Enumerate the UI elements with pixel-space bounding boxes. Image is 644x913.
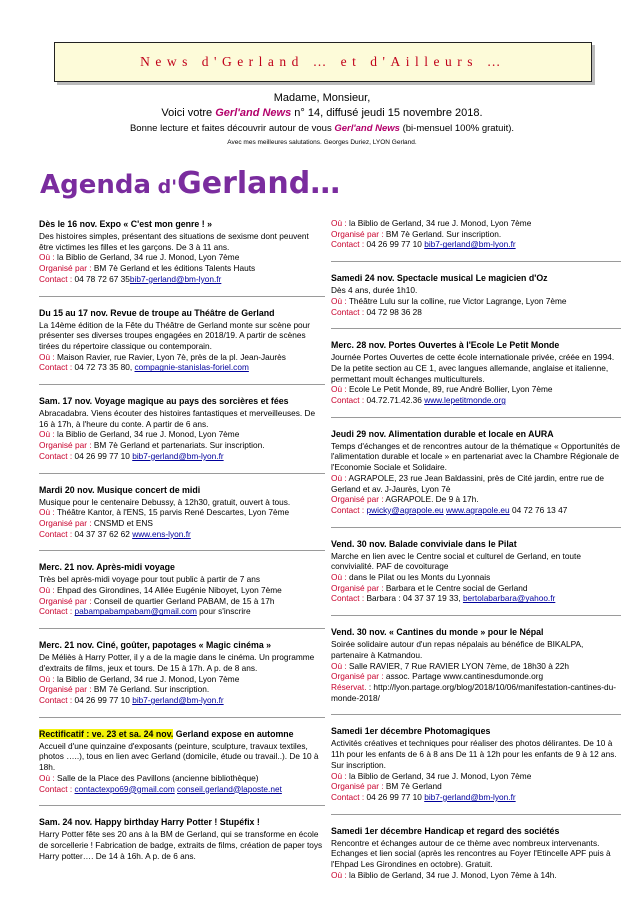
- event-title-text: Dès le 16 nov. Expo « C'est mon genre ! »: [39, 219, 213, 229]
- contact-label: Contact :: [39, 273, 73, 284]
- organizer-text: Barbara et le Centre social de Gerland: [383, 582, 528, 593]
- location-label: Où :: [39, 585, 55, 596]
- location-label: Où :: [39, 673, 55, 684]
- location-text: Maison Ravier, rue Ravier, Lyon 7è, près de la pl. Jean-Jaurès: [54, 351, 286, 362]
- event-separator: [39, 805, 325, 806]
- event-description: Harry Potter fête ses 20 ans à la BM de Gerland, qui se transforme en école de sorcellerie ! Fabrication de badge, extraits de films, création de paper toys Harry potter…. De 14 à 16h. A p. de 6 ans.: [39, 829, 323, 861]
- event-contact: [39, 784, 325, 795]
- event-item: [39, 395, 325, 462]
- event-contact: [331, 593, 621, 604]
- event-contact: [39, 451, 325, 462]
- contact-label: Contact :: [39, 783, 73, 794]
- event-description: Rencontre et échanges autour de ce thème avec nombreux intervenants. Echanges et lien social (après les rencontres au Foyer l'Etincelle APF puis à l'Ehpad Les Girondines en octobre). Gratuit.: [331, 837, 611, 870]
- organizer-text: AGRAPOLE. De 9 à 17h.: [383, 494, 479, 505]
- contact-text: 04 26 99 77 10: [72, 450, 133, 461]
- event-separator: [39, 296, 325, 297]
- event-title-text: Sam. 24 nov. Happy birthday Harry Potter ! Stupéfix !: [39, 817, 260, 828]
- location-text: Salle de la Place des Pavillons (ancienne bibliothèque): [54, 772, 259, 783]
- contact-link[interactable]: www.lepetitmonde.org: [424, 395, 506, 406]
- issue-line: [0, 107, 644, 119]
- event-title: [331, 825, 621, 837]
- right-column: [331, 218, 621, 891]
- contact-link-2[interactable]: www.agrapole.eu: [446, 504, 510, 515]
- event-separator: [331, 615, 621, 616]
- brand-name-2: Gerl'and News: [334, 123, 400, 134]
- contact-link[interactable]: compagnie-stanislas-foriel.com: [134, 362, 249, 373]
- contact-label: Contact :: [331, 593, 365, 604]
- event-description: Soirée solidaire autour d'un repas népalais au bénéfice de BIKALPA, partenaire à Katmandou.: [331, 639, 584, 660]
- event-separator: [39, 550, 325, 551]
- location-label: Où :: [331, 472, 347, 483]
- banner-title: News d'Gerland … et d'Ailleurs …: [140, 54, 506, 69]
- contact-link[interactable]: bib7-gerland@bm-lyon.fr: [424, 239, 516, 250]
- location-label: Où :: [331, 295, 347, 306]
- issue-line-a: Voici votre: [161, 107, 216, 119]
- event-separator: [39, 628, 325, 629]
- event-title: [39, 561, 325, 573]
- location-text: Théâtre Kantor, à l'ENS, 15 parvis René Descartes, Lyon 7ème: [54, 507, 290, 518]
- location-label: Où :: [331, 572, 347, 583]
- organizer-label: Organisé par :: [331, 494, 384, 505]
- organizer-label: Organisé par :: [331, 228, 384, 239]
- contact-text: : http://lyon.partage.org/blog/2018/10/06/manifestation-cantines-du-monde-2018/: [331, 681, 617, 703]
- location-text: Salle RAVIER, 7 Rue RAVIER LYON 7ème, de 18h30 à 22h: [346, 660, 569, 671]
- contact-text: 04.72.71.42.36: [364, 395, 425, 406]
- organizer-text: BM 7è Gerland. Sur inscription.: [91, 684, 210, 695]
- organizer-label: Organisé par :: [39, 684, 92, 695]
- event-contact: [39, 274, 325, 285]
- location-text: la Biblio de Gerland, 34 rue J. Monod, Lyon 7ème: [54, 429, 240, 440]
- contact-link[interactable]: bib7-gerland@bm-lyon.fr: [424, 791, 516, 802]
- event-contact: [331, 307, 621, 318]
- event-title: [39, 395, 325, 407]
- event-item: [331, 538, 621, 605]
- contact-label: Contact :: [331, 791, 365, 802]
- organizer-text: Conseil de quartier Gerland PABAM, de 15 à 17h: [91, 595, 275, 606]
- organizer-text: assoc. Partage www.cantinesdumonde.org: [383, 671, 544, 682]
- location-text: la Biblio de Gerland, 34 rue J. Monod, Lyon 7ème: [54, 252, 240, 263]
- event-title-text: Mardi 20 nov. Musique concert de midi: [39, 484, 201, 495]
- agenda-word: Agenda: [40, 170, 152, 200]
- event-organizer: [39, 684, 325, 695]
- issue-line-b: n° 14, diffusé jeudi 15 novembre 2018.: [291, 107, 483, 119]
- brand-name: Gerl'and News: [215, 107, 292, 119]
- salutation: Madame, Monsieur,: [273, 92, 371, 104]
- event-separator: [39, 473, 325, 474]
- organizer-label: Organisé par :: [39, 517, 92, 528]
- event-contact: [39, 695, 325, 706]
- contact-text: 04 26 99 77 10: [72, 694, 133, 705]
- event-title: [39, 639, 325, 651]
- event-description: Abracadabra. Viens écouter des histoires fantastiques et merveilleuses. De 16 à 17h, à l'heure du conte. A partir de 6 ans.: [39, 408, 316, 429]
- contact-label: Contact :: [331, 239, 365, 250]
- contact-label: Contact :: [39, 606, 73, 617]
- location-label: Où :: [331, 869, 347, 880]
- location-text: la Biblio de Gerland, 34 rue J. Monod, Lyon 7ème: [346, 218, 532, 228]
- event-title-text: Merc. 21 nov. Ciné, goûter, papotages « Magic cinéma »: [39, 640, 272, 651]
- contact-label: Contact :: [39, 450, 73, 461]
- event-contact: [39, 362, 325, 373]
- location-label: Où :: [39, 252, 55, 263]
- contact-label: Contact :: [39, 362, 73, 373]
- contact-text: 04 26 99 77 10: [364, 239, 425, 250]
- location-label: Où :: [331, 660, 347, 671]
- event-organizer: [39, 596, 325, 607]
- contact-label: Contact :: [39, 694, 73, 705]
- contact-after: 04 72 76 13 47: [509, 504, 568, 515]
- location-label: Où :: [39, 351, 55, 362]
- event-organizer: [39, 263, 325, 274]
- contact-link[interactable]: pwicky@agrapole.eu: [366, 504, 444, 515]
- contact-text: 04 78 72 67 35: [72, 273, 130, 284]
- event-title-text: Samedi 24 nov. Spectacle musical Le magicien d'Oz: [331, 273, 548, 284]
- event-location: [331, 661, 621, 672]
- location-text: Théâtre Lulu sur la colline, rue Victor Lagrange, Lyon 7ème: [346, 295, 567, 306]
- event-separator: [331, 261, 621, 262]
- event-organizer: [331, 781, 621, 792]
- event-location: [331, 384, 621, 395]
- contact-label: Contact :: [39, 528, 73, 539]
- event-description: Activités créatives et techniques pour réaliser des photos délirantes. De 10 à 11h pour les enfants de 6 à 8 ans De 11 à 12h pour les enfants de 9 à 12 ans. Sur inscription.: [331, 738, 617, 770]
- contact-link[interactable]: bib7-gerland@bm-lyon.fr: [132, 694, 224, 705]
- location-text: Ehpad des Girondines, 14 Allée Eugénie Niboyet, Lyon 7ème: [54, 585, 282, 596]
- contact-text: Barbara : 04 37 37 19 33,: [364, 593, 463, 604]
- organizer-text: BM 7è Gerland et les éditions Talents Hauts: [91, 263, 256, 274]
- event-description: Musique pour le centenaire Debussy, à 12h30, gratuit, ouvert à tous.: [39, 496, 291, 507]
- organizer-label: Organisé par :: [331, 781, 384, 792]
- agenda-gerland: Gerland…: [177, 166, 341, 201]
- contact-label: Réservat.: [331, 681, 367, 692]
- location-text: la Biblio de Gerland, 34 rue J. Monod, Lyon 7ème à 14h.: [346, 869, 557, 880]
- event-location: [331, 473, 621, 494]
- contact-text: 04 26 99 77 10: [364, 791, 425, 802]
- event-contact: [331, 505, 621, 516]
- contact-link-2[interactable]: conseil.gerland@laposte.net: [177, 783, 282, 794]
- event-location: [331, 572, 621, 583]
- event-organizer: [331, 229, 621, 240]
- event-organizer: [39, 440, 325, 451]
- event-contact: [331, 792, 621, 803]
- event-item: [331, 725, 621, 802]
- event-item: [331, 626, 621, 703]
- location-text: la Biblio de Gerland, 34 rue J. Monod, Lyon 7ème: [346, 770, 532, 781]
- contact-after: pour s'inscrire: [196, 606, 251, 617]
- event-description: La 14ème édition de la Fête du Théâtre de Gerland monte sur scène pour présenter ses diverses troupes engagées en 2018/19. A partir de scènes tirées du répertoire classique ou contemporain.: [39, 319, 311, 351]
- contact-link[interactable]: bib7-gerland@bm-lyon.fr: [132, 450, 224, 461]
- event-item: [331, 339, 621, 406]
- event-location: [39, 252, 325, 263]
- event-contact: [331, 239, 621, 250]
- location-label: Où :: [331, 384, 347, 395]
- event-contact: [331, 395, 621, 406]
- contact-label: Contact :: [331, 395, 365, 406]
- event-item: [331, 428, 621, 516]
- event-title-text: Jeudi 29 nov. Alimentation durable et locale en AURA: [331, 428, 554, 439]
- location-label: Où :: [39, 772, 55, 783]
- event-highlight: Rectificatif : ve. 23 et sa. 24 nov.: [39, 728, 174, 739]
- event-title: [39, 218, 325, 230]
- event-location: [331, 771, 621, 782]
- event-description: Accueil d'une quinzaine d'exposants (peinture, sculpture, travaux textiles, photos …..), tous en lien avec Gerland (domicile, étude ou travail..). De 10 à 18h.: [39, 740, 319, 773]
- contact-text: 04 72 73 35 80,: [72, 362, 135, 373]
- event-item: [39, 728, 325, 795]
- event-location: [39, 773, 325, 784]
- event-organizer: [331, 671, 621, 682]
- event-title: [39, 728, 325, 740]
- event-contact: [39, 606, 325, 617]
- organizer-text: BM 7è Gerland. Sur inscription.: [383, 228, 502, 239]
- agenda-heading: [40, 166, 340, 201]
- event-title-text: Merc. 28 nov. Portes Ouvertes à l'Ecole Le Petit Monde: [331, 340, 560, 351]
- location-text: AGRAPOLE, 23 rue Jean Baldassini, près de Cité jardin, entre rue de Gerland et av. J-Jaurès, Lyon 7è: [331, 472, 605, 494]
- organizer-label: Organisé par :: [39, 263, 92, 274]
- event-title: [39, 484, 325, 496]
- location-label: Où :: [331, 218, 347, 228]
- location-text: dans le Pilat ou les Monts du Lyonnais: [346, 572, 491, 583]
- reading-line-b: (bi-mensuel 100% gratuit).: [399, 123, 515, 134]
- event-description: Temps d'échanges et de rencontres autour de la thématique « Opportunités de l'alimentation durable et locale » en partenariat avec la Chambre Régionale de l'Economie Sociale et Solidaire.: [331, 440, 620, 473]
- organizer-text: BM 7è Gerland: [383, 781, 442, 792]
- event-separator: [39, 717, 325, 718]
- event-title-text: Vend. 30 nov. Balade conviviale dans le Pilat: [331, 538, 517, 549]
- location-label: Où :: [331, 770, 347, 781]
- event-title-text: Samedi 1er décembre Handicap et regard des sociétés: [331, 825, 560, 836]
- event-separator: [39, 384, 325, 385]
- contact-link[interactable]: contactexpo69@gmail.com: [74, 783, 175, 794]
- contact-label: Contact :: [331, 306, 365, 317]
- contact-link[interactable]: www.ens-lyon.fr: [132, 528, 191, 539]
- event-location: [331, 218, 621, 229]
- contact-link[interactable]: bib7-gerland@bm-lyon.fr: [129, 273, 222, 284]
- event-title: [331, 725, 621, 737]
- event-item: [39, 816, 325, 861]
- event-title: [39, 307, 325, 319]
- event-description: De Méliès à Harry Potter, il y a de la magie dans le cinéma. Un programme d'extraits de films, jeux et tours. De 15 à 17h. A p. de 8 ans.: [39, 652, 315, 673]
- event-organizer: [39, 518, 325, 529]
- contact-label: Contact :: [331, 504, 365, 515]
- event-description: Dès 4 ans, durée 1h10.: [331, 285, 418, 296]
- event-title: [331, 428, 621, 440]
- event-organizer: [331, 583, 621, 594]
- event-location: [39, 507, 325, 518]
- contact-text: 04 72 98 36 28: [364, 306, 422, 317]
- event-separator: [331, 328, 621, 329]
- event-location: [39, 352, 325, 363]
- event-location: [331, 870, 621, 881]
- event-item: [39, 307, 325, 374]
- event-title-text: Vend. 30 nov. « Cantines du monde » pour le Népal: [331, 627, 544, 638]
- organizer-label: Organisé par :: [39, 595, 92, 606]
- organizer-label: Organisé par :: [331, 671, 384, 682]
- event-location: [39, 585, 325, 596]
- event-description: Journée Portes Ouvertes de cette école internationale privée, créée en 1994. De la petite section au CE 1, avec langues allemande, anglaise et italienne, permettant moult échanges multiculturels.: [331, 352, 615, 384]
- event-item: [39, 561, 325, 617]
- event-separator: [331, 814, 621, 815]
- event-title: [331, 626, 621, 638]
- event-item: [39, 218, 325, 285]
- signature: Avec mes meilleures salutations. Georges Duriez, LYON Gerland.: [227, 139, 417, 146]
- event-title-text: Sam. 17 nov. Voyage magique au pays des sorcières et fées: [39, 396, 289, 407]
- event-item: [39, 639, 325, 706]
- location-text: Ecole Le Petit Monde, 89, rue André Bollier, Lyon 7ème: [346, 384, 553, 395]
- newsletter-banner: [54, 42, 592, 82]
- contact-link[interactable]: pabampabampabam@gmail.com: [74, 606, 197, 617]
- event-location: [39, 429, 325, 440]
- event-item: [331, 272, 621, 317]
- event-separator: [331, 714, 621, 715]
- event-description: Des histoires simples, présentant des situations de sexisme dont peuvent être victimes les filles et les garçons. De 3 à 11 ans.: [39, 231, 309, 252]
- organizer-label: Organisé par :: [331, 582, 384, 593]
- event-description: Très bel après-midi voyage pour tout public à partir de 7 ans: [39, 574, 261, 585]
- event-title-text: Du 15 au 17 nov. Revue de troupe au Théâtre de Gerland: [39, 307, 275, 318]
- event-description: Marche en lien avec le Centre social et culturel de Gerland, en toute convivialité. PAF de covoiturage: [331, 550, 581, 572]
- organizer-text: BM 7è Gerland et partenariats. Sur inscription.: [91, 440, 265, 451]
- contact-text: 04 37 37 62 62: [72, 528, 133, 539]
- event-title-text: Gerland expose en automne: [173, 728, 294, 739]
- location-text: la Biblio de Gerland, 34 rue J. Monod, Lyon 7ème: [54, 673, 240, 684]
- location-label: Où :: [39, 429, 55, 440]
- event-title: [331, 538, 621, 550]
- event-separator: [331, 527, 621, 528]
- event-organizer: [331, 494, 621, 505]
- left-column: [39, 218, 325, 872]
- event-separator: [331, 417, 621, 418]
- event-contact: [331, 682, 621, 703]
- event-item: [39, 484, 325, 540]
- organizer-text: CNSMD et ENS: [91, 517, 153, 528]
- event-title: [331, 339, 621, 351]
- event-location: [331, 296, 621, 307]
- agenda-d: d': [151, 176, 178, 198]
- event-title: [331, 272, 621, 284]
- event-title-text: Samedi 1er décembre Photomagiques: [331, 726, 491, 737]
- contact-link[interactable]: bertolabarbara@yahoo.fr: [462, 593, 556, 604]
- event-title-text: Merc. 21 nov. Après-midi voyage: [39, 562, 175, 573]
- reading-line-a: Bonne lecture et faites découvrir autour de vous: [129, 123, 335, 134]
- event-title: [39, 816, 325, 828]
- event-contact: [39, 529, 325, 540]
- event-item: [331, 218, 621, 250]
- event-item: [331, 825, 621, 881]
- location-label: Où :: [39, 507, 55, 518]
- reading-line: [0, 123, 644, 134]
- organizer-label: Organisé par :: [39, 440, 92, 451]
- event-location: [39, 674, 325, 685]
